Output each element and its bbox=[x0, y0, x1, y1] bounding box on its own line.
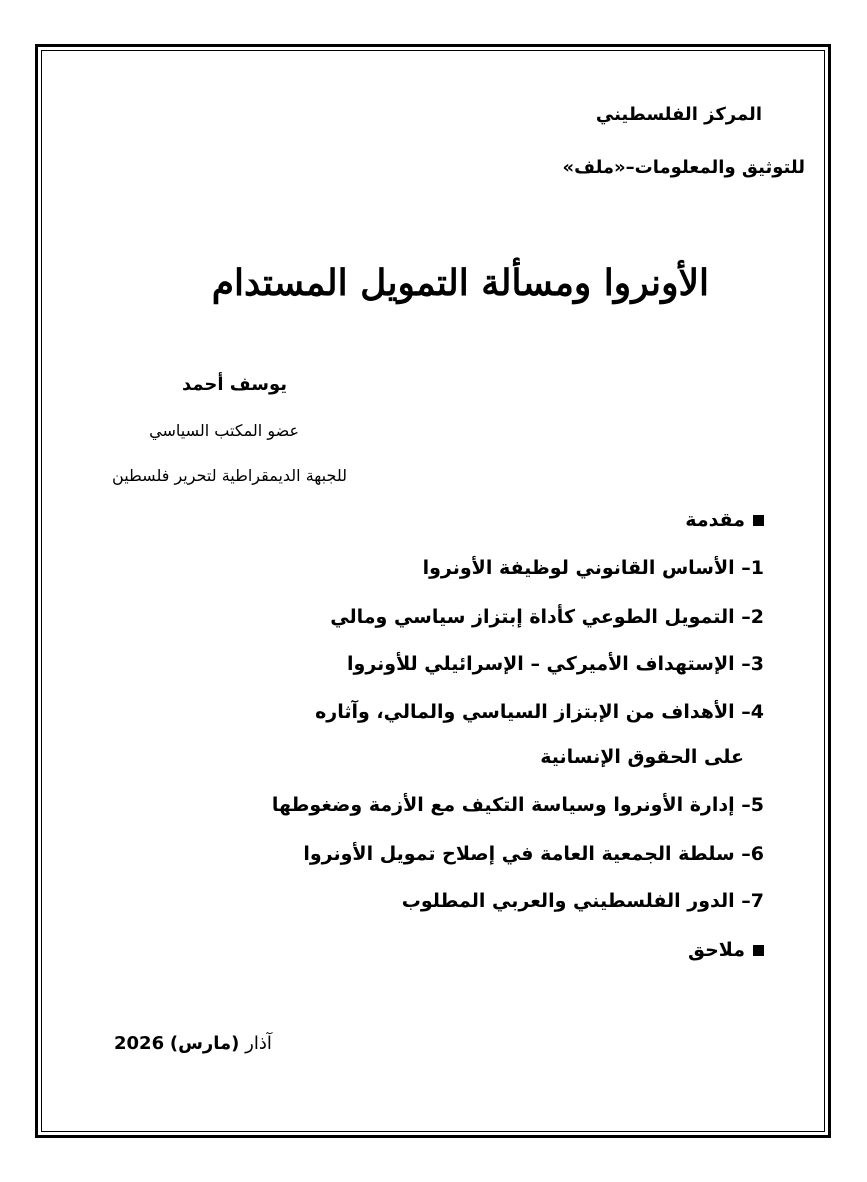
toc-item-3: 3– الإستهداف الأميركي – الإسرائيلي للأونروا bbox=[347, 653, 764, 675]
publication-date: آذار (مارس) 2026 bbox=[114, 1033, 272, 1054]
toc-item-5: 5– إدارة الأونروا وسياسة التكيف مع الأزمة وضغوطها bbox=[271, 794, 764, 816]
toc-item-6: 6– سلطة الجمعية العامة في إصلاح تمويل الأونروا bbox=[303, 843, 764, 865]
org-name-line1: المركز الفلسطيني bbox=[595, 104, 762, 125]
toc-item-4: 4– الأهداف من الإبتزاز السياسي والمالي، وآثاره bbox=[315, 701, 764, 723]
page-border-inner bbox=[41, 50, 825, 1132]
org-name-line2: للتوثيق والمعلومات–«ملف» bbox=[562, 157, 805, 178]
author-role-line1: عضو المكتب السياسي bbox=[149, 421, 299, 440]
toc-intro: مقدمة bbox=[685, 509, 764, 531]
toc-appendix: ملاحق bbox=[688, 939, 764, 961]
document-title: الأونروا ومسألة التمويل المستدام bbox=[211, 262, 709, 304]
author-name: يوسف أحمد bbox=[181, 374, 287, 395]
author-role-line2: للجبهة الديمقراطية لتحرير فلسطين bbox=[112, 466, 347, 485]
toc-item-2: 2– التمويل الطوعي كأداة إبتزاز سياسي ومالي bbox=[330, 606, 764, 628]
toc-item-1: 1– الأساس القانوني لوظيفة الأونروا bbox=[422, 557, 764, 579]
toc-item-4-continuation: على الحقوق الإنسانية bbox=[540, 746, 744, 768]
square-bullet-icon bbox=[753, 515, 764, 526]
square-bullet-icon bbox=[753, 945, 764, 956]
toc-item-7: 7– الدور الفلسطيني والعربي المطلوب bbox=[401, 890, 764, 912]
